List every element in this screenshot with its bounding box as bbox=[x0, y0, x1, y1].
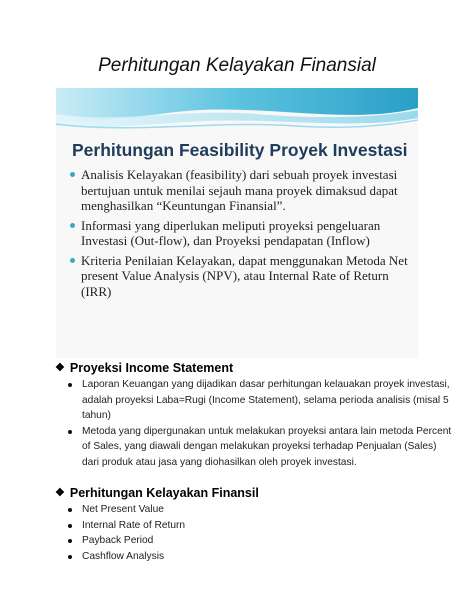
finance-section-title: Perhitungan Kelayakan Finansil bbox=[69, 486, 259, 500]
slide-bullet-item bbox=[70, 167, 412, 214]
list-item-text: Payback Period bbox=[82, 535, 154, 546]
list-item-text: Laporan Keuangan yang dijadikan dasar perhitungan kelauakan proyek investasi, adalah proyeksi Laba=Rugi (Income Statement), selama perioda analisis (misal 5 tahun) bbox=[82, 379, 450, 421]
income-list bbox=[68, 377, 455, 470]
list-item-text: Internal Rate of Return bbox=[82, 519, 186, 531]
income-section-title: Proyeksi Income Statement bbox=[69, 361, 234, 375]
slide-wave-banner bbox=[56, 88, 418, 148]
slide-bullet-text: Analisis Kelayakan (feasibility) dari sebuah proyek investasi bertujuan untuk menilai sejauh mana proyek dimaksud dapat menghasilkan “Keuntungan Finansial”. bbox=[81, 167, 398, 213]
list-item bbox=[68, 518, 455, 534]
bullet-dot-icon bbox=[68, 383, 72, 387]
bullet-dot-icon bbox=[68, 508, 72, 512]
list-item bbox=[68, 424, 455, 471]
finance-section bbox=[55, 486, 455, 564]
income-section bbox=[55, 361, 455, 470]
list-item bbox=[68, 377, 455, 424]
bullet-dot-icon bbox=[70, 172, 75, 177]
bullet-dot-icon bbox=[68, 539, 72, 543]
slide-bullet-list bbox=[70, 167, 412, 303]
bullet-dot-icon bbox=[70, 223, 75, 228]
diamond-bullet-icon: ❖ bbox=[55, 486, 65, 499]
diamond-bullet-icon: ❖ bbox=[55, 361, 65, 374]
income-section-heading bbox=[55, 361, 455, 375]
list-item-text: Cashflow Analysis bbox=[82, 550, 165, 562]
slide-bullet-text: Informasi yang diperlukan meliputi proyeksi pengeluaran Investasi (Out-flow), dan Proyeksi pendapatan (Inflow) bbox=[81, 217, 381, 248]
bullet-dot-icon bbox=[68, 430, 72, 434]
slide-heading: Perhitungan Feasibility Proyek Investasi bbox=[72, 140, 408, 160]
bullet-dot-icon bbox=[68, 555, 72, 559]
document-title: Perhitungan Kelayakan Finansial bbox=[98, 55, 376, 76]
list-item bbox=[68, 502, 455, 518]
bullet-dot-icon bbox=[68, 524, 72, 528]
list-item bbox=[68, 549, 455, 565]
slide-image bbox=[56, 88, 418, 358]
list-item-text: Net Present Value bbox=[82, 504, 164, 515]
slide-bullet-text: Kriteria Penilaian Kelayakan, dapat menggunakan Metoda Net present Value Analysis (NPV), atau Internal Rate of Return (IRR) bbox=[81, 252, 408, 299]
finance-section-heading bbox=[55, 486, 455, 500]
list-item bbox=[68, 533, 455, 549]
bullet-dot-icon bbox=[70, 258, 75, 263]
list-item-text: Metoda yang dipergunakan untuk melakukan proyeksi antara lain metoda Percent of Sales, yang diawali dengan melakukan proyeksi terhadap Penjualan (Sales) dari produk atau jasa yang diohasilkan oleh proyek investasi. bbox=[82, 425, 452, 468]
slide-bullet-item bbox=[70, 253, 412, 300]
finance-list bbox=[68, 502, 455, 564]
slide-bullet-item bbox=[70, 218, 412, 249]
